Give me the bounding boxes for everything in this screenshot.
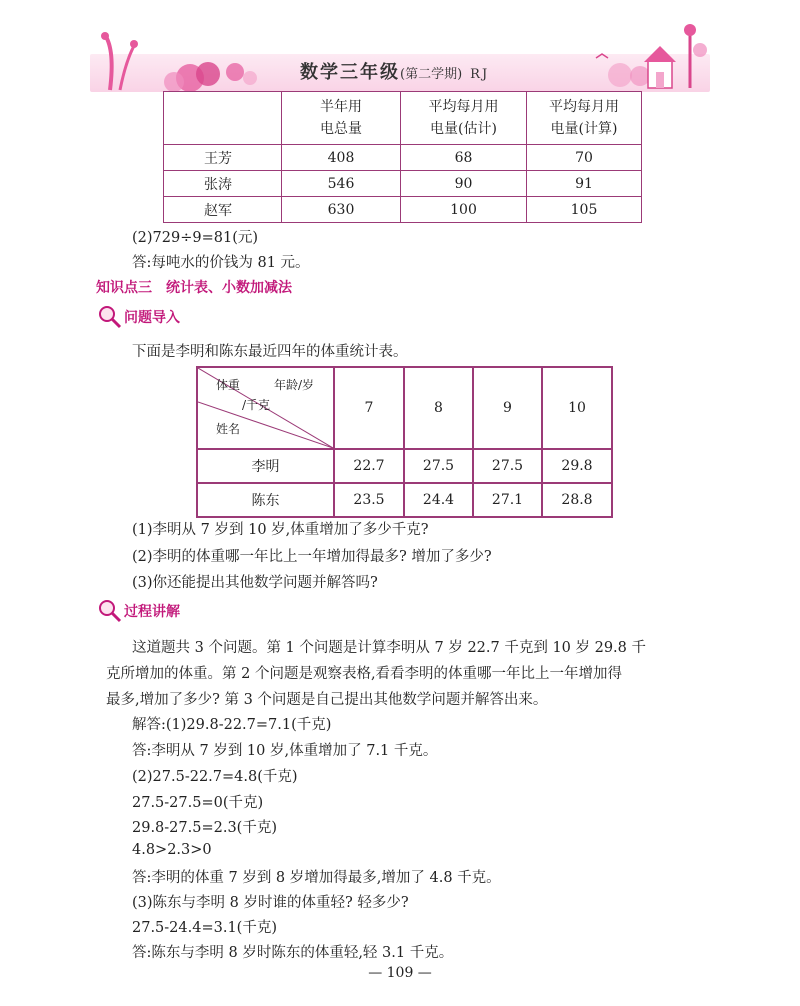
table-cell: 27.5: [473, 449, 542, 483]
table-cell: 28.8: [542, 483, 612, 517]
weight-table: [196, 366, 613, 518]
table-cell: 408: [282, 145, 401, 171]
paragraph-line: 这道题共 3 个问题。第 1 个问题是计算李明从 7 岁 22.7 千克到 10 岁 29.8 千: [132, 640, 647, 656]
table-cell: 105: [527, 197, 642, 223]
table-cell: 29.8: [542, 449, 612, 483]
question-line: (2)李明的体重哪一年比上一年增加得最多? 增加了多少?: [132, 549, 492, 565]
answer-line: 答:每吨水的价钱为 81 元。: [132, 255, 310, 271]
row-name: 李明: [197, 449, 334, 483]
table-cell: 24.4: [404, 483, 473, 517]
table-header-cell: 平均每月用 电量(估计): [401, 92, 527, 145]
table-row: [197, 483, 612, 517]
solution-line: 27.5-27.5=0(千克): [132, 795, 264, 811]
table-row: [197, 449, 612, 483]
table-cell: 100: [401, 197, 527, 223]
solution-line: (3)陈东与李明 8 岁时谁的体重轻? 轻多少?: [132, 895, 409, 911]
corner-weight-label: 体重: [216, 378, 241, 392]
header-title: [300, 58, 489, 84]
question-line: (1)李明从 7 岁到 10 岁,体重增加了多少千克?: [132, 522, 429, 538]
table-corner-cell: [164, 92, 282, 145]
question-line: (3)你还能提出其他数学问题并解答吗?: [132, 575, 378, 591]
table-header-row: [164, 92, 642, 145]
electricity-table: [163, 91, 642, 223]
row-name: 王芳: [164, 145, 282, 171]
paragraph-line: 最多,增加了多少? 第 3 个问题是自己提出其他数学问题并解答出来。: [106, 692, 548, 708]
solution-line: 答:李明的体重 7 岁到 8 岁增加得最多,增加了 4.8 千克。: [132, 870, 501, 886]
row-name: 赵军: [164, 197, 282, 223]
solution-line: 29.8-27.5=2.3(千克): [132, 820, 277, 836]
solution-line: 答:李明从 7 岁到 10 岁,体重增加了 7.1 千克。: [132, 743, 438, 759]
table-row: [164, 197, 642, 223]
corner-age-label: 年龄/岁: [274, 378, 315, 392]
row-name: 陈东: [197, 483, 334, 517]
header-title-sub: (第二学期): [400, 67, 463, 82]
table-cell: 23.5: [334, 483, 404, 517]
table-cell: 68: [401, 145, 527, 171]
table-cell: 27.5: [404, 449, 473, 483]
page-number: — 109 —: [368, 965, 432, 981]
corner-name-label: 姓名: [216, 422, 241, 436]
magnifier-icon: [96, 598, 122, 624]
table-cell: 22.7: [334, 449, 404, 483]
table-cell: 630: [282, 197, 401, 223]
magnifier-icon: [96, 304, 122, 330]
diagonal-header-cell: [197, 367, 334, 449]
table-cell: 546: [282, 171, 401, 197]
solution-line: 27.5-24.4=3.1(千克): [132, 920, 277, 936]
table-cell: 70: [527, 145, 642, 171]
table-cell: 90: [401, 171, 527, 197]
table-header-row: [197, 367, 612, 449]
calc-line: (2)729÷9=81(元): [132, 230, 259, 246]
age-header-cell: 10: [542, 367, 612, 449]
house-decoration-icon: [590, 20, 710, 92]
solution-line: (2)27.5-22.7=4.8(千克): [132, 769, 298, 785]
age-header-cell: 7: [334, 367, 404, 449]
table-cell: 27.1: [473, 483, 542, 517]
solution-line: 解答:(1)29.8-22.7=7.1(千克): [132, 717, 332, 733]
table-row: [164, 145, 642, 171]
table-header-cell: 半年用 电总量: [282, 92, 401, 145]
header-edition: RJ: [470, 67, 490, 82]
intro-lead: 下面是李明和陈东最近四年的体重统计表。: [132, 344, 408, 360]
tree-decoration-icon: [90, 30, 280, 95]
age-header-cell: 9: [473, 367, 542, 449]
intro-heading: 问题导入: [124, 310, 180, 326]
age-header-cell: 8: [404, 367, 473, 449]
header-title-main: 数学三年级: [300, 62, 400, 83]
page-header: [90, 20, 710, 90]
corner-unit-label: /千克: [242, 398, 271, 412]
section-title: 知识点三 统计表、小数加减法: [96, 280, 292, 296]
process-heading: 过程讲解: [124, 604, 180, 620]
solution-line: 答:陈东与李明 8 岁时陈东的体重轻,轻 3.1 千克。: [132, 945, 454, 961]
table-header-cell: 平均每月用 电量(计算): [527, 92, 642, 145]
row-name: 张涛: [164, 171, 282, 197]
table-cell: 91: [527, 171, 642, 197]
solution-line: 4.8>2.3>0: [132, 842, 212, 858]
table-row: [164, 171, 642, 197]
paragraph-line: 克所增加的体重。第 2 个问题是观察表格,看看李明的体重哪一年比上一年增加得: [106, 666, 623, 682]
